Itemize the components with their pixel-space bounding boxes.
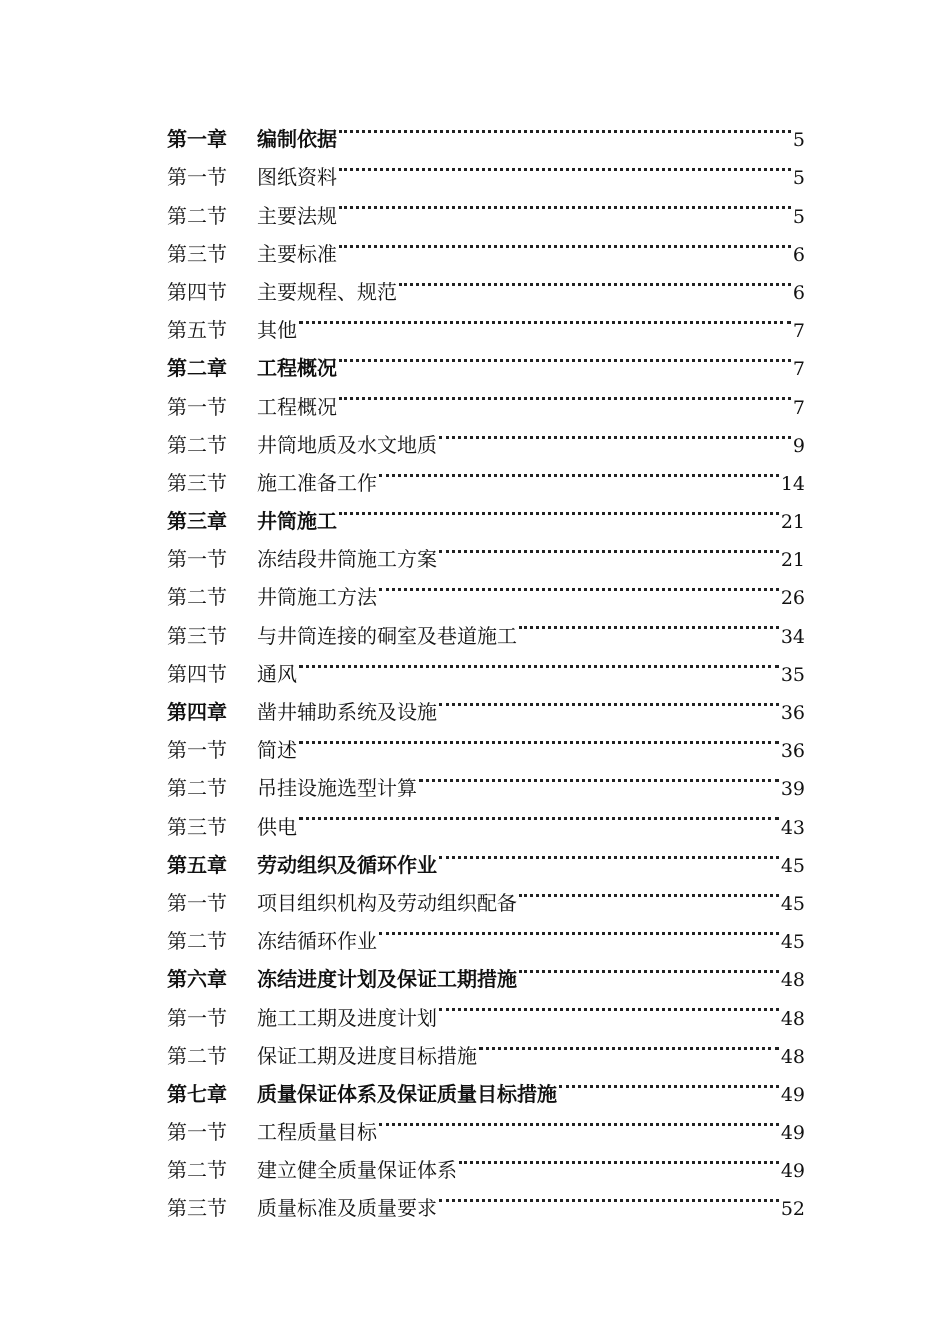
toc-entry-page-number: 49 [780,1122,805,1145]
toc-entry-title: 供电 [257,814,297,839]
toc-dot-leader [479,1025,779,1063]
toc-entry-number: 第二节 [167,1043,227,1068]
toc-entry-page-number: 49 [780,1160,805,1183]
toc-entry-page-number: 9 [792,434,805,457]
toc-entry-title: 建立健全质量保证体系 [257,1158,457,1183]
toc-entry-title: 简述 [257,738,297,763]
toc-dot-leader [439,986,779,1024]
toc-entry-number: 第五节 [167,318,227,343]
toc-entry-page-number: 6 [792,243,805,266]
toc-entry-title: 保证工期及进度目标措施 [257,1043,477,1068]
toc-entry-title: 冻结循环作业 [257,929,377,954]
toc-entry-page-number: 34 [780,625,805,648]
toc-entry-page-number: 5 [792,205,805,228]
toc-entry-number: 第二节 [167,929,227,954]
toc-entry-title: 劳动组织及循环作业 [257,852,437,877]
toc-entry-number: 第一节 [167,1005,227,1030]
toc-entry-number: 第七章 [167,1081,227,1106]
toc-entry-page-number: 36 [780,740,805,763]
toc-entry-title: 工程概况 [257,356,337,381]
toc-dot-leader [399,261,791,299]
toc-entry-number: 第三章 [167,509,227,534]
toc-entry-number: 第四节 [167,661,227,686]
toc-dot-leader [439,1177,779,1215]
toc-entry-page-number: 48 [780,969,805,992]
toc-entry-page-number: 45 [780,854,805,877]
toc-dot-leader [339,490,779,528]
toc-dot-leader [439,528,779,566]
toc-dot-leader [419,757,779,795]
toc-entry-number: 第二节 [167,1158,227,1183]
toc-entry-title: 主要法规 [257,203,337,228]
toc-dot-leader [559,1063,779,1101]
toc-entry-number: 第一节 [167,165,227,190]
toc-entry-number: 第四章 [167,700,227,724]
toc-entry-page-number: 7 [792,320,805,343]
toc-entry-number: 第二节 [167,585,227,610]
toc-entry-title: 冻结段井筒施工方案 [257,547,437,572]
toc-entry-title: 冻结进度计划及保证工期措施 [257,967,517,992]
toc-entry-title: 与井筒连接的硐室及巷道施工 [257,623,517,648]
toc-dot-leader [339,375,791,413]
toc-entry-number: 第二节 [167,203,227,228]
toc-entry-number: 第三节 [167,623,227,648]
toc-dot-leader [439,414,791,452]
toc-entry-title: 主要规程、规范 [257,279,397,304]
toc-dot-leader [439,681,779,719]
toc-entry-title: 编制依据 [257,127,337,152]
toc-dot-leader [379,566,779,604]
toc-dot-leader [379,452,779,490]
toc-dot-leader [339,337,791,375]
toc-entry-number: 第三节 [167,814,227,839]
toc-entry-number: 第三节 [167,241,227,266]
toc-entry-title: 施工工期及进度计划 [257,1005,437,1030]
toc-dot-leader [339,223,791,261]
toc-entry-number: 第一节 [167,890,227,915]
toc-entry-number: 第五章 [167,852,227,877]
toc-entry-page-number: 43 [780,816,805,839]
toc-dot-leader [379,910,779,948]
toc-entry-number: 第二节 [167,432,227,457]
table-of-contents [167,108,805,1221]
toc-dot-leader [339,146,791,184]
toc-entry-number: 第一节 [167,1120,227,1145]
toc-entry-page-number: 21 [780,549,805,572]
toc-entry-page-number: 45 [780,892,805,915]
toc-entry-title: 施工准备工作 [257,470,377,495]
toc-entry-page-number: 7 [792,358,805,381]
toc-dot-leader [459,1139,779,1177]
toc-entry-number: 第三节 [167,470,227,495]
toc-entry-number: 第一章 [167,127,227,152]
toc-entry-page-number: 45 [780,931,805,954]
toc-entry-title: 其他 [257,318,297,343]
toc-entry-number: 第一节 [167,738,227,763]
toc-entry-title: 吊挂设施选型计算 [257,776,417,801]
toc-entry-page-number: 36 [780,702,805,724]
toc-entry-page-number: 35 [780,663,805,686]
toc-entry-page-number: 49 [780,1083,805,1106]
toc-entry-number: 第六章 [167,967,227,992]
toc-entry-title: 工程概况 [257,394,337,419]
toc-chapter-entry[interactable] [167,108,805,152]
toc-entry-title: 凿井辅助系统及设施 [257,700,437,724]
toc-entry-number: 第二章 [167,356,227,381]
toc-entry-page-number: 52 [780,1198,805,1221]
toc-entry-number: 第一节 [167,547,227,572]
toc-entry-number: 第一节 [167,394,227,419]
toc-dot-leader [519,604,779,642]
toc-entry-title: 井筒施工方法 [257,585,377,610]
toc-dot-leader [339,184,791,222]
toc-dot-leader [299,643,779,681]
toc-entry-page-number: 5 [792,167,805,190]
toc-entry-number: 第三节 [167,1196,227,1221]
toc-entry-title: 主要标准 [257,241,337,266]
toc-entry-title: 工程质量目标 [257,1120,377,1145]
toc-dot-leader [299,795,779,833]
toc-entry-title: 井筒施工 [257,509,337,534]
toc-dot-leader [379,1101,779,1139]
toc-entry-page-number: 21 [780,511,805,534]
toc-entry-page-number: 5 [792,129,805,152]
toc-entry-number: 第二节 [167,776,227,801]
toc-entry-number: 第四节 [167,279,227,304]
toc-entry-title: 图纸资料 [257,165,337,190]
toc-entry-page-number: 48 [780,1045,805,1068]
toc-entry-page-number: 6 [792,281,805,304]
toc-entry-title: 井筒地质及水文地质 [257,432,437,457]
toc-entry-page-number: 14 [780,472,805,495]
toc-entry-title: 质量保证体系及保证质量目标措施 [257,1081,557,1106]
toc-dot-leader [299,299,791,337]
toc-dot-leader [439,834,779,872]
toc-dot-leader [299,719,779,757]
toc-entry-page-number: 39 [780,778,805,801]
toc-entry-title: 项目组织机构及劳动组织配备 [257,890,517,915]
toc-dot-leader [519,872,779,910]
toc-dot-leader [339,108,791,146]
toc-entry-title: 质量标准及质量要求 [257,1196,437,1221]
toc-entry-page-number: 48 [780,1007,805,1030]
toc-entry-page-number: 26 [780,587,805,610]
toc-entry-page-number: 7 [792,396,805,419]
toc-entry-title: 通风 [257,661,297,686]
toc-dot-leader [519,948,779,986]
